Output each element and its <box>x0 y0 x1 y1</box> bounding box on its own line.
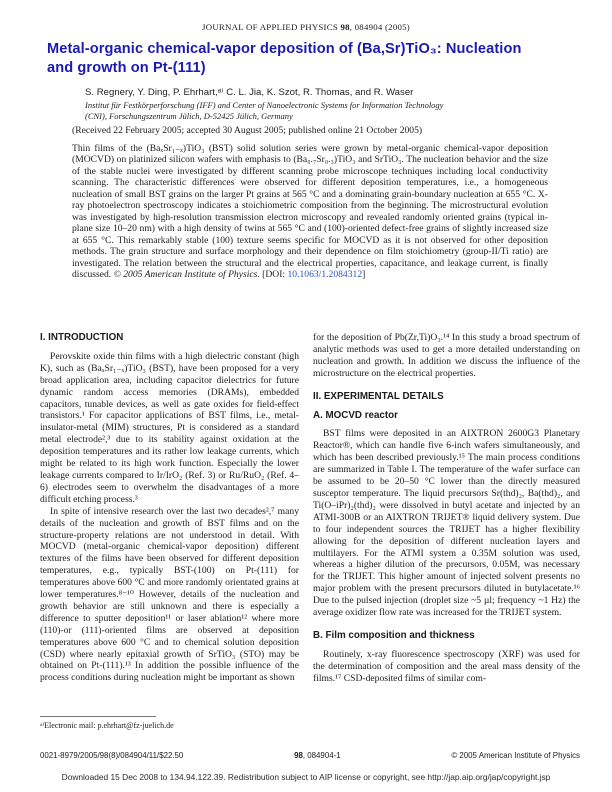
footer-copyright: © 2005 American Institute of Physics <box>451 751 580 760</box>
right-column <box>313 332 580 685</box>
article-title-line1: Metal-organic chemical-vapor deposition of (Ba,Sr)TiO₃: Nucleation <box>47 41 522 57</box>
affiliation-line2: (CNI), Forschungszentrum Jülich, D-52425 Jülich, Germany <box>85 110 293 121</box>
section-heading-introduction: I. INTRODUCTION <box>40 332 124 343</box>
abstract-copyright: © 2005 American Institute of Physics. <box>113 268 260 280</box>
journal-header <box>0 22 612 32</box>
journal-issue-info: , 084904 (2005) <box>349 22 410 32</box>
author-footnote <box>40 716 299 731</box>
section-heading-experimental: II. EXPERIMENTAL DETAILS <box>313 390 444 402</box>
footer-volume: 98 <box>294 751 303 760</box>
abstract-text: Thin films of the (BaₓSr₁₋ₓ)TiO₃ (BST) solid solution series were grown by metal-organic chemical-vapor deposition (MOCVD) on platinized silicon wafers with emphasis to (Ba₀.₇Sr₀.₃)TiO₃ and SrTiO₃. The nucleation behavior and the size of the stable nuclei were investigated by different scanning probe microscope techniques including local conductivity scanning. The characteristic differences were observed for different deposition temperatures, i.e., a homogeneous nucleation of small BST grains on the larger Pt grains at 565 °C and a dominating grain-boundary nucleation at 655 °C. X-ray photoelectron spectroscopy indicates a stoichiometric composition from the beginning. The microstructural evolution was investigated by high-resolution transmission electron microscopy and revealed randomly oriented grains (typical in-plane size 10–20 nm) with a high density of twins at 565 °C and (100)-oriented defect-free grains of slightly increased size at 655 °C. This remarkably stable (100) texture seems specific for MOCVD as it is not observed for other deposition methods. The grain structure and surface morphology and their dependence on film stoichiometry (group-II/Ti ratio) are investigated. The relation between the structural and the electrical properties, capacitance, and leakage current, is finally discussed. <box>72 143 548 280</box>
affiliation-line1: Institut für Festkörperforschung (IFF) and Center of Nanoelectronic Systems for Information Technology <box>85 100 444 110</box>
doi-link[interactable]: 10.1063/1.2084312 <box>287 268 363 280</box>
intro-paragraph-2: In spite of intensive research over the last two decades²,⁷ many details of the nucleation and growth of BST films and on the structure-property relations are not understood in detail. With MOCVD (metal-organic chemical-vapor deposition) different textures of the films have been observed for different deposition temperatures, e.g., typically BST-(100) on Pt-(111) for temperatures above 600 °C and more randomly orientated grains at lower temperatures.⁸⁻¹⁰ However, details of the nucleation and growth behavior are still unknown and there is especially a difference to sputter deposition¹¹ or laser ablation¹² where more (110)-or (111)-oriented films are observed at deposition temperatures above 600 °C and to chemical solution deposition (CSD) where nearly epitaxial growth of SrTiO₃ (STO) may be obtained on Pt-(111).¹³ In addition the possible influence of the process conditions during nucleation might be important as shown <box>40 505 299 684</box>
affiliation <box>85 100 443 121</box>
footnote-email: ᵃ⁾Electronic mail: p.ehrhart@fz-juelich.de <box>40 721 174 730</box>
left-column <box>40 332 299 684</box>
article-title-line2: and growth on Pt-(111) <box>47 60 206 76</box>
subsection-heading-mocvd-reactor: A. MOCVD reactor <box>313 409 398 421</box>
mocvd-paragraph-1: BST films were deposited in an AIXTRON 2600G3 Planetary Reactor®, which can handle five 6-inch wafers simultaneously, and which has been described previously.¹⁵ The main process conditions are summarized in Table I. The temperature of the wafer surface can be assumed to be 20–50 °C lower than the directly measured susceptor temperature. The liquid precursors Sr(thd)₂, Ba(thd)₂, and Ti(O–iPr)₂(thd)₂ were dissolved in butyl acetate and injected by an ATMI-300B or an AIXTRON TRIJET® liquid delivery system. Due to four independent sources the TRIJET has a higher flexibility allowing for the deposition of different nucleation layers and multilayers. For the ATMI system a 0.35M solution was used, whereas a higher dilution of the precursors, 0.05M, was necessary for the TRIJET. This higher amount of injected solvent presents no major problem with the present precursors diluted in butylacetate.¹⁶ Due to the pulsed injection (droplet size ~5 µl; frequency ~1 Hz) the average oxidizer flow rate was increased for the TRIJET system. <box>313 428 580 619</box>
doi-suffix: ] <box>362 268 366 280</box>
intro-paragraph-continuation: for the deposition of Pb(Zr,Ti)O₃.¹⁴ In this study a broad spectrum of analytic methods was used to get a more detailed understanding on nucleation and growth. In addition we discuss the influence of the microstructure on the electrical properties. <box>313 332 580 379</box>
footer-article-page: , 084904-1 <box>302 751 341 760</box>
doi-prefix: [DOI: <box>259 268 288 280</box>
film-paragraph-1: Routinely, x-ray fluorescence spectroscopy (XRF) was used for the determination of composition and the areal mass density of the films.¹⁷ CSD-deposited films of similar com- <box>313 648 580 684</box>
footnote-rule <box>40 716 156 717</box>
journal-volume: 98 <box>340 22 350 32</box>
footer-issn-code: 0021-8979/2005/98(8)/084904/11/$22.50 <box>40 751 184 760</box>
footer-page-number <box>294 751 341 760</box>
intro-paragraph-1: Perovskite oxide thin films with a high dielectric constant (high K), such as (BaₓSr₁₋ₓ)TiO₃ (BST), have been proposed for a very broad application area, including capacitor dielectrics for future dynamic random access memories (DRAMs), embedded capacitors, tunable devices, as well as gate oxides for field-effect transistors.¹ For capacitor applications of BST films, i.e., metal-insulator-metal (MIM) structures, Pt is considered as a standard metal electrode²,³ due to its stability against oxidation at the deposition temperatures and its rather low leakage currents, which might be related to its high work function. Especially the lower leakage currents compared to Ir/IrO₂ (Ref. 3) or Ru/RuO₂ (Ref. 4–6) electrodes seem to overwhelm the disadvantages of a more difficult etching process.³ <box>40 350 299 505</box>
article-title <box>47 40 592 78</box>
abstract <box>72 143 548 280</box>
download-banner: Downloaded 15 Dec 2008 to 134.94.122.39. Redistribution subject to AIP license or copyright, see http://jap.aip.org/jap/copyright.jsp <box>61 772 551 782</box>
received-dates: (Received 22 February 2005; accepted 30 August 2005; published online 21 October 2005) <box>72 125 423 136</box>
journal-name: JOURNAL OF APPLIED PHYSICS <box>202 22 341 32</box>
subsection-heading-film-composition: B. Film composition and thickness <box>313 629 475 641</box>
author-list: S. Regnery, Y. Ding, P. Ehrhart,ᵃ⁾ C. L. Jia, K. Szot, R. Thomas, and R. Waser <box>85 87 414 98</box>
page-footer <box>40 751 580 760</box>
